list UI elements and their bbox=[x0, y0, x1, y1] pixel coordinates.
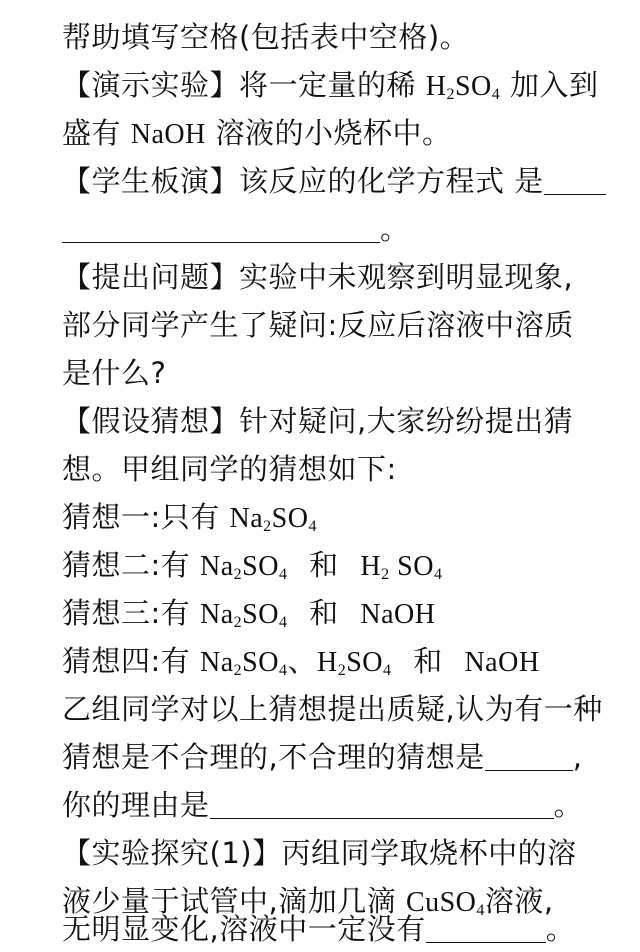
hypothesis-text: 想。甲组同学的猜想如下: bbox=[62, 452, 397, 486]
answer-blank-equation-part2[interactable] bbox=[62, 212, 380, 243]
conjunction: 和 bbox=[309, 596, 339, 630]
text-fragment: 加入到 bbox=[509, 68, 599, 102]
text-line bbox=[62, 398, 573, 444]
experiment-text: 【实验探究(1)】丙组同学取烧杯中的溶 bbox=[62, 836, 577, 870]
answer-blank-unreasonable-guess[interactable] bbox=[485, 740, 573, 771]
guess-label: 猜想一:只有 bbox=[62, 500, 220, 534]
text-line bbox=[62, 350, 166, 396]
formula-h2so4: $H_2$ $SO_4$ bbox=[360, 551, 443, 583]
answer-blank-absent-substance[interactable] bbox=[426, 912, 546, 943]
formula-h2so4: $H_2SO_4$ bbox=[316, 647, 392, 679]
reason-label: 你的理由是 bbox=[62, 788, 210, 822]
text-line bbox=[62, 254, 573, 300]
question-text: 是什么? bbox=[62, 356, 167, 390]
student-board-line bbox=[62, 158, 606, 204]
demo-label-text: 【演示实验】将一定量的稀 bbox=[62, 68, 417, 102]
text-line bbox=[62, 206, 410, 252]
question-text: 部分同学产生了疑问:反应后溶液中溶质 bbox=[62, 308, 574, 342]
equation-prompt-text: 【学生板演】该反应的化学方程式 是 bbox=[62, 164, 544, 198]
text-line bbox=[62, 906, 575, 952]
text-line bbox=[62, 14, 469, 60]
punctuation: 。 bbox=[380, 212, 410, 246]
guess-1 bbox=[62, 494, 317, 540]
guess-label: 猜想二:有 bbox=[62, 548, 191, 582]
formula-h2so4: $H_2SO_4$ bbox=[425, 71, 501, 103]
text-fragment: 溶液的小烧杯中。 bbox=[215, 116, 452, 150]
answer-blank-equation-part1[interactable] bbox=[544, 164, 606, 195]
text-line bbox=[62, 110, 452, 156]
punctuation: 。 bbox=[545, 912, 576, 946]
challenge-text: 乙组同学对以上猜想提出质疑,认为有一种 bbox=[62, 692, 603, 726]
experiment-text: 无明显变化,溶液中一定没有 bbox=[62, 912, 426, 946]
guess-label: 猜想四:有 bbox=[62, 644, 191, 678]
text-fragment: 盛有 bbox=[62, 116, 122, 150]
guess-label: 猜想三:有 bbox=[62, 596, 191, 630]
text-line bbox=[62, 686, 603, 732]
punctuation: , bbox=[572, 740, 583, 774]
hypothesis-text: 【假设猜想】针对疑问,大家纷纷提出猜 bbox=[62, 404, 574, 438]
guess-2 bbox=[62, 542, 442, 588]
demo-experiment-line bbox=[62, 62, 599, 108]
formula-na2so4: $Na_2SO_4$ bbox=[200, 599, 288, 631]
enumeration-comma: 、 bbox=[287, 644, 317, 678]
text-line bbox=[62, 446, 397, 492]
instruction-text: 帮助填写空格(包括表中空格)。 bbox=[62, 20, 470, 54]
formula-naoh: NaOH bbox=[360, 599, 436, 630]
text-line bbox=[62, 302, 574, 348]
experiment-text: 溶液, bbox=[484, 884, 554, 918]
formula-naoh: NaOH bbox=[130, 119, 206, 150]
formula-na2so4: $Na_2SO_4$ bbox=[200, 647, 288, 679]
answer-blank-reason[interactable] bbox=[210, 788, 554, 819]
challenge-text: 猜想是不合理的,不合理的猜想是 bbox=[62, 740, 485, 774]
formula-naoh: NaOH bbox=[464, 647, 540, 678]
formula-na2so4: $Na_2SO_4$ bbox=[200, 551, 288, 583]
text-line bbox=[62, 734, 582, 780]
conjunction: 和 bbox=[413, 644, 443, 678]
text-line bbox=[62, 782, 583, 828]
punctuation: 。 bbox=[553, 788, 584, 822]
guess-3 bbox=[62, 590, 436, 636]
text-line bbox=[62, 830, 577, 876]
experiment-text: 液少量于试管中,滴加几滴 bbox=[62, 884, 397, 918]
conjunction: 和 bbox=[309, 548, 339, 582]
formula-na2so4: $Na_2SO_4$ bbox=[229, 503, 317, 535]
question-text: 【提出问题】实验中未观察到明显现象, bbox=[62, 260, 574, 294]
formula-cuso4: CuSO$_4$ bbox=[405, 887, 485, 919]
guess-4 bbox=[62, 638, 540, 684]
